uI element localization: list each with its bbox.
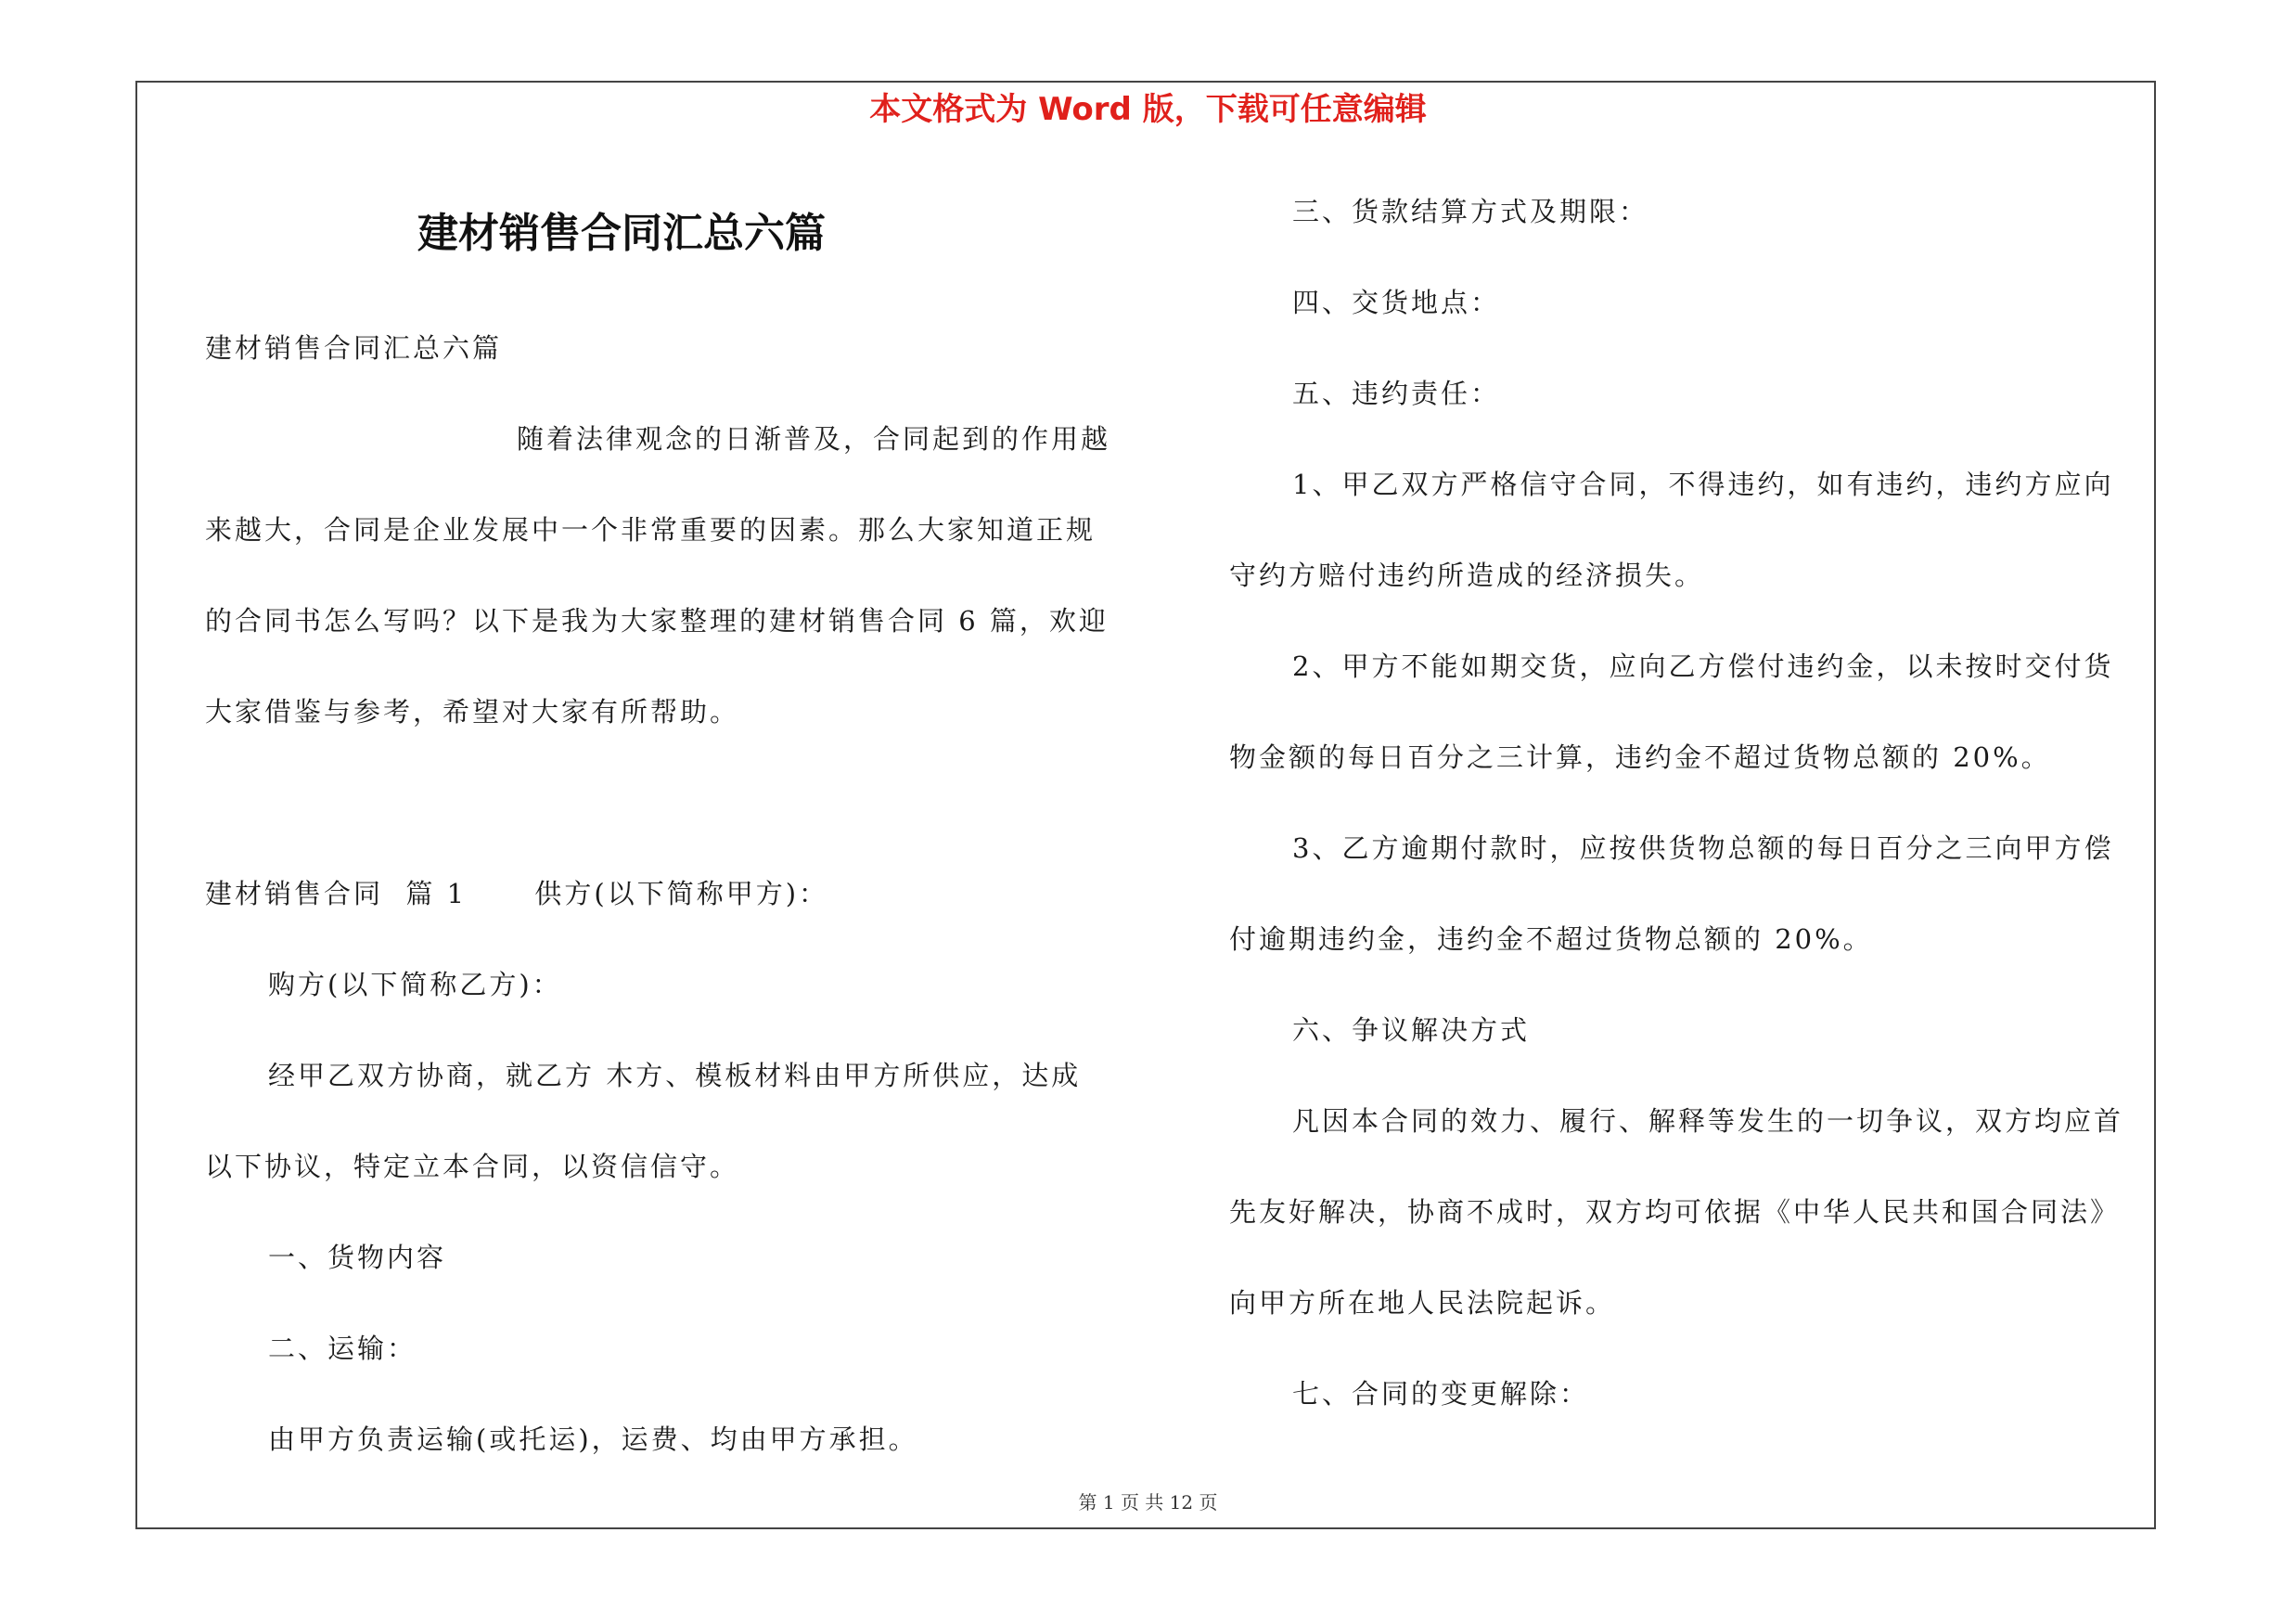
item1-line-2: 守约方赔付违约所造成的经济损失。 [1229, 560, 1705, 591]
subtitle: 建材销售合同汇总六篇 [205, 332, 503, 364]
agreement-line-1: 经甲乙双方协商，就乙方 木方、模板材料由甲方所供应，达成 [268, 1060, 1082, 1091]
intro-line-1: 随着法律观念的日渐普及，合同起到的作用越 [517, 423, 1111, 455]
item3-line-2: 付逾期违约金，违约金不超过货物总额的 20%。 [1229, 923, 1873, 955]
item1-line-1: 1、甲乙双方严格信守合同，不得违约，如有违约，违约方应向 [1292, 469, 2114, 500]
section-payment: 三、货款结算方式及期限： [1292, 196, 1649, 227]
page-number: 第 1 页 共 12 页 [1078, 1491, 1218, 1514]
item2-line-2: 物金额的每日百分之三计算，违约金不超过货物总额的 20%。 [1229, 741, 2051, 773]
section-amendment: 七、合同的变更解除： [1292, 1378, 1590, 1410]
dispute-line-3: 向甲方所在地人民法院起诉。 [1229, 1287, 1616, 1319]
right-column [1229, 166, 2157, 1439]
document-title: 建材销售合同汇总六篇 [417, 210, 826, 257]
item3-line-1: 3、乙方逾期付款时，应按供货物总额的每日百分之三向甲方偿 [1292, 832, 2114, 864]
intro-line-3: 的合同书怎么写吗？以下是我为大家整理的建材销售合同 6 篇，欢迎 [205, 605, 1109, 637]
agreement-line-2: 以下协议，特定立本合同，以资信信守。 [205, 1151, 740, 1182]
left-column [205, 303, 1133, 1485]
editable-notice-banner: 本文格式为 Word 版，下载可任意编辑 [869, 91, 1427, 128]
transport-text: 由甲方负责运输(或托运)，运费、均由甲方承担。 [268, 1423, 918, 1455]
item2-line-1: 2、甲方不能如期交货，应向乙方偿付违约金，以未按时交付货 [1292, 650, 2114, 682]
section-breach: 五、违约责任： [1292, 378, 1501, 409]
contract-heading: 建材销售合同 篇 1 供方(以下简称甲方)： [205, 878, 829, 909]
intro-line-4: 大家借鉴与参考，希望对大家有所帮助。 [205, 696, 740, 728]
intro-line-2: 来越大，合同是企业发展中一个非常重要的因素。那么大家知道正规 [205, 514, 1097, 546]
section-transport: 二、运输： [268, 1333, 417, 1364]
section-delivery: 四、交货地点： [1292, 287, 1501, 318]
dispute-line-2: 先友好解决，协商不成时，双方均可依据《中华人民共和国合同法》 [1229, 1196, 2121, 1228]
section-dispute: 六、争议解决方式 [1292, 1014, 1531, 1046]
section-goods: 一、货物内容 [268, 1242, 447, 1273]
dispute-line-1: 凡因本合同的效力、履行、解释等发生的一切争议，双方均应首 [1292, 1105, 2124, 1137]
buyer-line: 购方(以下简称乙方)： [268, 969, 562, 1000]
